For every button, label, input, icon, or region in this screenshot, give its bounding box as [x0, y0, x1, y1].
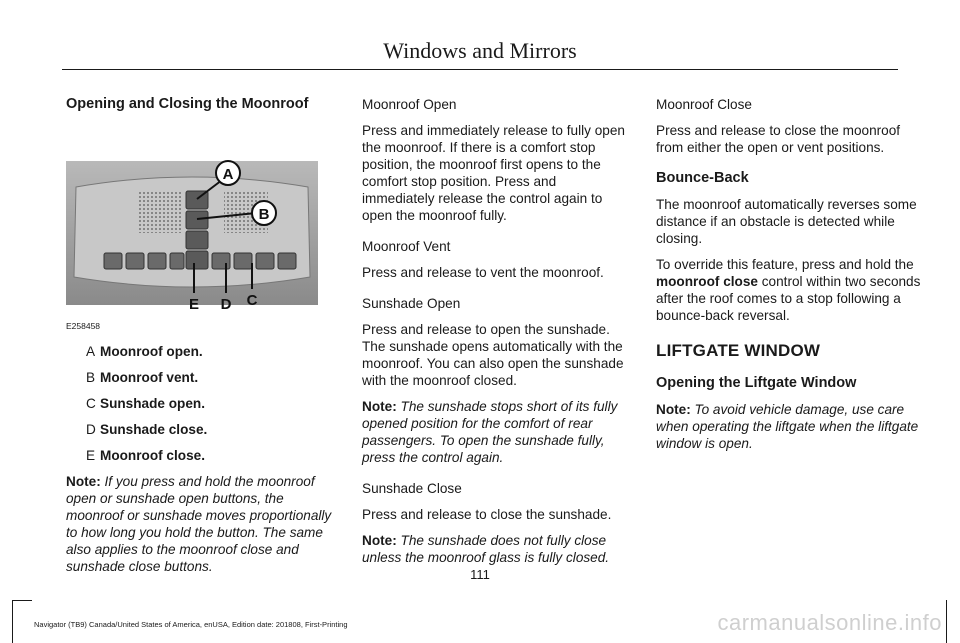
body-sunshade-close: Press and release to close the sunshade.	[362, 507, 612, 522]
page-number: 111	[470, 567, 490, 582]
legend-row	[66, 369, 338, 386]
note-paragraph	[362, 398, 632, 466]
subheading-sunshade-open: Sunshade Open	[362, 296, 461, 311]
legend-row	[66, 421, 338, 438]
legend-key: D	[86, 422, 96, 437]
note-text: The sunshade stops short of its fully opened position for the comfort of rear passengers. To open the sunshade fully, press the control again.	[362, 399, 618, 465]
note-label: Note:	[656, 402, 691, 417]
control-name: moonroof close	[656, 274, 758, 289]
crop-mark	[946, 600, 947, 643]
body-bounce-back-2	[656, 256, 928, 324]
callout-label-a: A	[222, 166, 234, 183]
crop-mark	[12, 600, 32, 601]
body-sunshade-open: Press and release to open the sunshade. The sunshade opens automatically with the moonroof. You can also open the sunshade with the moonroof closed.	[362, 322, 624, 388]
column-2	[362, 96, 632, 575]
note-label: Note:	[362, 399, 397, 414]
heading-bounce-back: Bounce-Back	[656, 170, 749, 186]
legend-label: Moonroof close.	[100, 448, 205, 463]
subheading-sunshade-close: Sunshade Close	[362, 481, 462, 496]
subheading-moonroof-vent: Moonroof Vent	[362, 239, 451, 254]
note-label: Note:	[66, 474, 101, 489]
section-heading-moonroof: Opening and Closing the Moonroof	[66, 96, 309, 112]
legend-label: Sunshade close.	[100, 422, 208, 437]
callout-label-b: B	[258, 206, 270, 223]
overhead-console-illustration	[66, 127, 338, 317]
note-text: To avoid vehicle damage, use care when operating the liftgate when the liftgate window is open.	[656, 402, 919, 451]
legend-label: Sunshade open.	[100, 396, 205, 411]
watermark: carmanualsonline.info	[717, 610, 942, 635]
legend-row	[66, 447, 338, 464]
legend-key: B	[86, 370, 96, 385]
note-paragraph	[362, 532, 632, 566]
text-segment: To override this feature, press and hold the	[656, 257, 914, 272]
legend-key: A	[86, 344, 96, 359]
legend-label: Moonroof open.	[100, 344, 203, 359]
legend-row	[66, 343, 338, 360]
note-text: If you press and hold the moonroof open or sunshade open buttons, the moonroof or sunshade moves proportionally to how long you hold the button. The same also applies to the moonroof close and sunshade close buttons.	[66, 474, 332, 574]
body-moonroof-close: Press and release to close the moonroof from either the open or vent positions.	[656, 123, 901, 155]
callout-label-c: C	[246, 292, 258, 309]
body-moonroof-open: Press and immediately release to fully open the moonroof. If there is a comfort stop position, the moonroof first opens to the comfort stop position. Press and immediately release the control again to open the moonroof fully.	[362, 123, 625, 223]
subheading-moonroof-close: Moonroof Close	[656, 97, 752, 112]
note-paragraph	[656, 401, 928, 452]
heading-opening-liftgate-window: Opening the Liftgate Window	[656, 375, 857, 391]
figure-id: E258458	[66, 321, 101, 331]
note-text: The sunshade does not fully close unless the moonroof glass is fully closed.	[362, 533, 610, 565]
body-bounce-back-1: The moonroof automatically reverses some distance if an obstacle is detected while closing.	[656, 197, 917, 246]
legend-label: Moonroof vent.	[100, 370, 199, 385]
note-label: Note:	[362, 533, 397, 548]
text-segment: control within two seconds after the roof comes to a stop following a bounce-back reversal.	[656, 274, 921, 323]
footer-edition-info: Navigator (TB9) Canada/United States of America, enUSA, Edition date: 201808, First-Printing	[34, 620, 348, 629]
note-paragraph	[66, 473, 338, 575]
legend-row	[66, 395, 338, 412]
callout-label-e: E	[188, 296, 200, 313]
body-moonroof-vent: Press and release to vent the moonroof.	[362, 265, 604, 280]
left-speaker-grille	[138, 191, 182, 233]
column-3	[656, 96, 928, 461]
figure-legend	[66, 343, 338, 464]
column-1	[66, 96, 338, 584]
page-header-title: Windows and Mirrors	[383, 38, 577, 63]
section-title-liftgate-window: LIFTGATE WINDOW	[656, 341, 821, 360]
legend-key: C	[86, 396, 96, 411]
subheading-moonroof-open: Moonroof Open	[362, 97, 457, 112]
header-divider	[62, 69, 898, 70]
moonroof-control-figure	[66, 127, 338, 331]
callout-label-d: D	[220, 296, 232, 313]
crop-mark	[12, 600, 13, 643]
legend-key: E	[86, 448, 96, 463]
